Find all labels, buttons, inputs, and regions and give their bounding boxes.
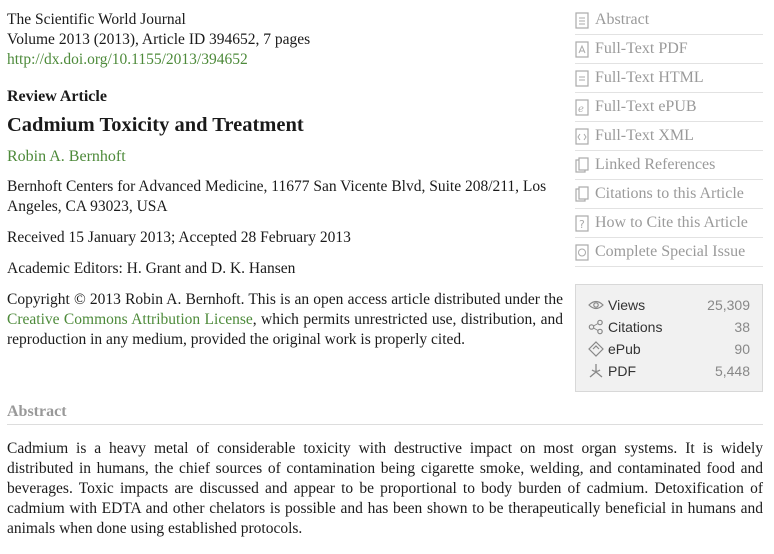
author-link[interactable]: Robin A. Bernhoft <box>7 148 126 165</box>
sidebar-item-label: Full-Text HTML <box>595 69 704 86</box>
sidebar-item-full-text-pdf[interactable] <box>575 35 763 64</box>
document-icon <box>575 12 589 29</box>
copyright-text: Copyright © 2013 Robin A. Bernhoft. This is an open access article distributed under the <box>7 291 563 308</box>
sidebar-item-label: Linked References <box>595 156 716 173</box>
sidebar-item-full-text-html[interactable] <box>575 64 763 93</box>
html-icon <box>575 70 589 87</box>
article-header <box>7 10 563 350</box>
metric-value: 5,448 <box>714 363 750 379</box>
sidebar-item-label: How to Cite this Article <box>595 214 748 231</box>
copyright-notice <box>7 290 563 350</box>
sidebar-item-abstract[interactable] <box>575 6 763 35</box>
metric-label: Citations <box>608 319 663 335</box>
affiliation: Bernhoft Centers for Advanced Medicine, 11677 San Vicente Blvd, Suite 208/211, Los Angeles, CA 93023, USA <box>7 178 547 215</box>
sidebar-nav <box>575 6 763 267</box>
article-title: Cadmium Toxicity and Treatment <box>7 114 304 136</box>
journal-name: The Scientific World Journal <box>7 11 186 28</box>
copyright-text-end: , which permits unrestricted use, distribution, and reproduction in any medium, provided the original work is properly cited. <box>7 311 563 348</box>
sidebar-item-label: Full-Text ePUB <box>595 98 697 115</box>
sidebar-item-how-to-cite[interactable] <box>575 209 763 238</box>
xml-icon <box>575 128 589 145</box>
special-issue-icon <box>575 244 589 261</box>
metric-value: 90 <box>734 341 750 357</box>
academic-editors: Academic Editors: H. Grant and D. K. Hansen <box>7 260 296 277</box>
dates: Received 15 January 2013; Accepted 28 February 2013 <box>7 229 351 246</box>
pdf-icon <box>588 363 604 379</box>
article-metrics <box>575 284 763 392</box>
metric-value: 25,309 <box>707 297 750 313</box>
abstract-body: Cadmium is a heavy metal of considerable toxicity with destructive impact on most organ systems. It is widely distributed in humans, the chief sources of contamination being cigarette smoke, welding, and contaminated food and beverages. Toxic impacts are discussed and appear to be proportional to body burden of cadmium. Detoxification of cadmium with EDTA and other chelators is possible and has been shown to be therapeutically beneficial in humans and animals when done using established protocols. <box>7 440 763 537</box>
metric-label: Views <box>608 297 646 313</box>
metric-citations <box>588 316 750 338</box>
metric-epub <box>588 338 750 360</box>
sidebar-item-citations[interactable] <box>575 180 763 209</box>
metric-views <box>588 294 750 316</box>
eye-icon <box>588 297 604 313</box>
citations-icon <box>575 186 589 203</box>
metric-pdf <box>588 360 750 382</box>
share-icon <box>588 319 604 335</box>
sidebar-item-label: Full-Text XML <box>595 127 694 144</box>
metric-label: PDF <box>608 363 636 379</box>
references-icon <box>575 157 589 174</box>
metric-value: 38 <box>734 319 750 335</box>
sidebar-item-full-text-epub[interactable] <box>575 93 763 122</box>
license-link[interactable]: Creative Commons Attribution License <box>7 311 253 328</box>
sidebar-item-label: Abstract <box>595 11 650 28</box>
question-icon <box>575 215 589 232</box>
epub-icon <box>575 99 589 116</box>
sidebar-item-label: Citations to this Article <box>595 185 744 202</box>
volume-line: Volume 2013 (2013), Article ID 394652, 7 pages <box>7 31 311 48</box>
pdf-icon <box>575 41 589 58</box>
sidebar-item-full-text-xml[interactable] <box>575 122 763 151</box>
abstract-section <box>7 402 763 539</box>
sidebar-item-linked-references[interactable] <box>575 151 763 180</box>
article-type: Review Article <box>7 88 107 105</box>
metric-label: ePub <box>608 341 641 357</box>
doi-link[interactable]: http://dx.doi.org/10.1155/2013/394652 <box>7 51 248 68</box>
sidebar-item-special-issue[interactable] <box>575 238 763 267</box>
abstract-heading: Abstract <box>7 402 763 425</box>
sidebar-item-label: Full-Text PDF <box>595 40 688 57</box>
sidebar-item-label: Complete Special Issue <box>595 243 746 260</box>
epub-icon <box>588 341 604 357</box>
svg-text:e: e <box>578 103 584 115</box>
svg-text:?: ? <box>579 217 585 231</box>
